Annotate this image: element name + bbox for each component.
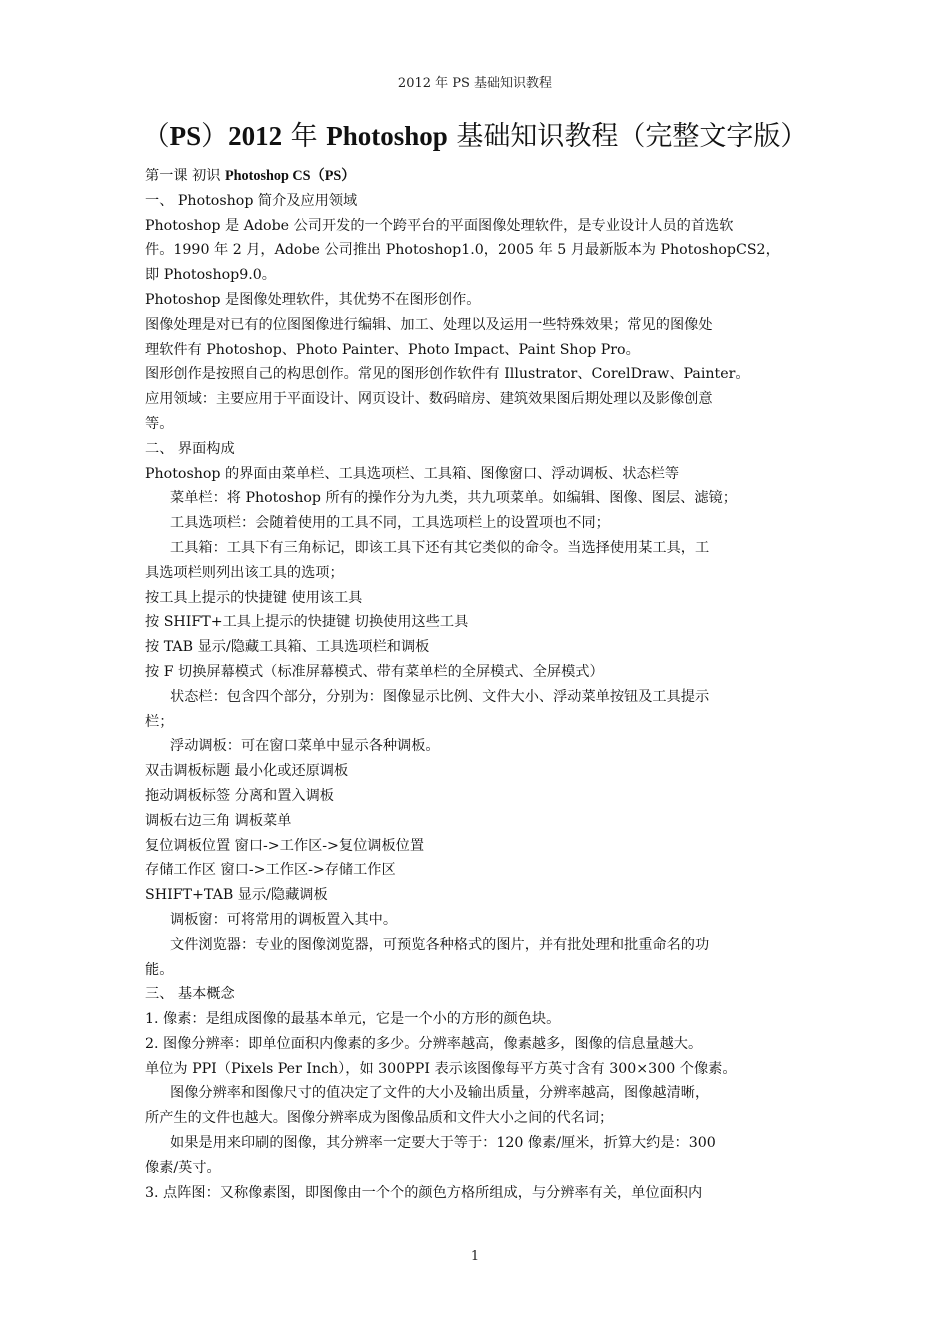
shortcut-line: 按 TAB 显示/隐藏工具箱、工具选项栏和调板 (145, 639, 430, 656)
document-body (145, 164, 809, 1205)
paragraph-line: Photoshop 的界面由菜单栏、工具选项栏、工具箱、图像窗口、浮动调板、状态栏等 (145, 465, 680, 482)
paragraph-line: 调板窗：可将常用的调板置入其中。 (170, 911, 398, 928)
paragraph-line: 状态栏：包含四个部分，分别为：图像显示比例、文件大小、浮动菜单按钮及工具提示 (170, 688, 710, 705)
shortcut-line: 复位调板位置 窗口->工作区->复位调板位置 (145, 837, 425, 854)
paragraph-line: 2. 图像分辨率：即单位面积内像素的多少。分辨率越高，像素越多，图像的信息量越大。 (145, 1035, 703, 1052)
shortcut-line: 按工具上提示的快捷键 使用该工具 (145, 589, 363, 606)
shortcut-line: SHIFT+TAB 显示/隐藏调板 (145, 887, 328, 904)
paragraph-line: 等。 (145, 415, 174, 432)
paragraph-line: 所产生的文件也越大。图像分辨率成为图像品质和文件大小之间的代名词； (145, 1110, 614, 1127)
paragraph-line: 单位为 PPI（Pixels Per Inch），如 300PPI 表示该图像每平方英寸含有 300×300 个像素。 (145, 1060, 737, 1077)
paragraph-line: Photoshop 是图像处理软件，其优势不在图形创作。 (145, 291, 481, 308)
running-header: 2012 年 PS 基础知识教程 (397, 76, 553, 91)
paragraph-line: 能。 (145, 961, 174, 978)
section-heading: 二、 界面构成 (145, 440, 235, 457)
paragraph-line: 图像分辨率和图像尺寸的值决定了文件的大小及输出质量，分辨率越高，图像越清晰， (170, 1085, 710, 1102)
paragraph-line: 浮动调板：可在窗口菜单中显示各种调板。 (170, 738, 440, 755)
paragraph-line: 文件浏览器：专业的图像浏览器，可预览各种格式的图片，并有批处理和批重命名的功 (170, 936, 710, 953)
paragraph-line: 图像处理是对已有的位图图像进行编辑、加工、处理以及运用一些特殊效果；常见的图像处 (145, 316, 713, 333)
paragraph-line: 菜单栏：将 Photoshop 所有的操作分为九类，共九项菜单。如编辑、图像、图层、滤镜； (170, 490, 737, 507)
section-heading: 三、 基本概念 (145, 986, 235, 1003)
page-number: 1 (470, 1249, 480, 1264)
paragraph-line: 图形创作是按照自己的构思创作。常见的图形创作软件有 Illustrator、CorelDraw、Painter。 (145, 366, 750, 383)
shortcut-line: 拖动调板标签 分离和置入调板 (145, 787, 334, 804)
paragraph-line: 工具箱：工具下有三角标记，即该工具下还有其它类似的命令。当选择使用某工具，工 (170, 539, 710, 556)
paragraph-line: 像素/英寸。 (145, 1159, 221, 1176)
paragraph-line: 工具选项栏：会随着使用的工具不同，工具选项栏上的设置项也不同； (170, 515, 610, 532)
paragraph-line: 栏； (145, 713, 174, 730)
paragraph-line: 理软件有 Photoshop、Photo Painter、Photo Impact、Paint Shop Pro。 (145, 341, 640, 358)
shortcut-line: 调板右边三角 调板菜单 (145, 812, 292, 829)
shortcut-line: 按 SHIFT+工具上提示的快捷键 切换使用这些工具 (145, 614, 469, 631)
paragraph-line: 即 Photoshop9.0。 (145, 267, 276, 284)
paragraph-line: 如果是用来印刷的图像，其分辨率一定要大于等于：120 像素/厘米，折算大约是：300 (170, 1135, 716, 1152)
paragraph-line: 应用领域：主要应用于平面设计、网页设计、数码暗房、建筑效果图后期处理以及影像创意 (145, 391, 713, 408)
paragraph-line: 3. 点阵图：又称像素图，即图像由一个个的颜色方格所组成，与分辨率有关，单位面积内 (145, 1184, 703, 1201)
paragraph-line: 具选项栏则列出该工具的选项； (145, 564, 344, 581)
shortcut-line: 双击调板标题 最小化或还原调板 (145, 763, 349, 780)
paragraph-line: 件。1990 年 2 月，Adobe 公司推出 Photoshop1.0，2005 年 5 月最新版本为 PhotoshopCS2， (145, 242, 780, 259)
shortcut-line: 按 F 切换屏幕模式（标准屏幕模式、带有菜单栏的全屏模式、全屏模式） (145, 663, 604, 680)
lesson-heading: 第一课 初识 Photoshop CS（PS） (145, 168, 356, 184)
paragraph-line: Photoshop 是 Adobe 公司开发的一个跨平台的平面图像处理软件，是专业设计人员的首选软 (145, 217, 734, 234)
paragraph-line: 1. 像素：是组成图像的最基本单元，它是一个小的方形的颜色块。 (145, 1011, 561, 1028)
document-title: （PS）2012 年 Photoshop 基础知识教程（完整文字版） (142, 121, 808, 152)
section-heading: 一、 Photoshop 简介及应用领域 (145, 192, 358, 209)
shortcut-line: 存储工作区 窗口->工作区->存储工作区 (145, 862, 396, 879)
